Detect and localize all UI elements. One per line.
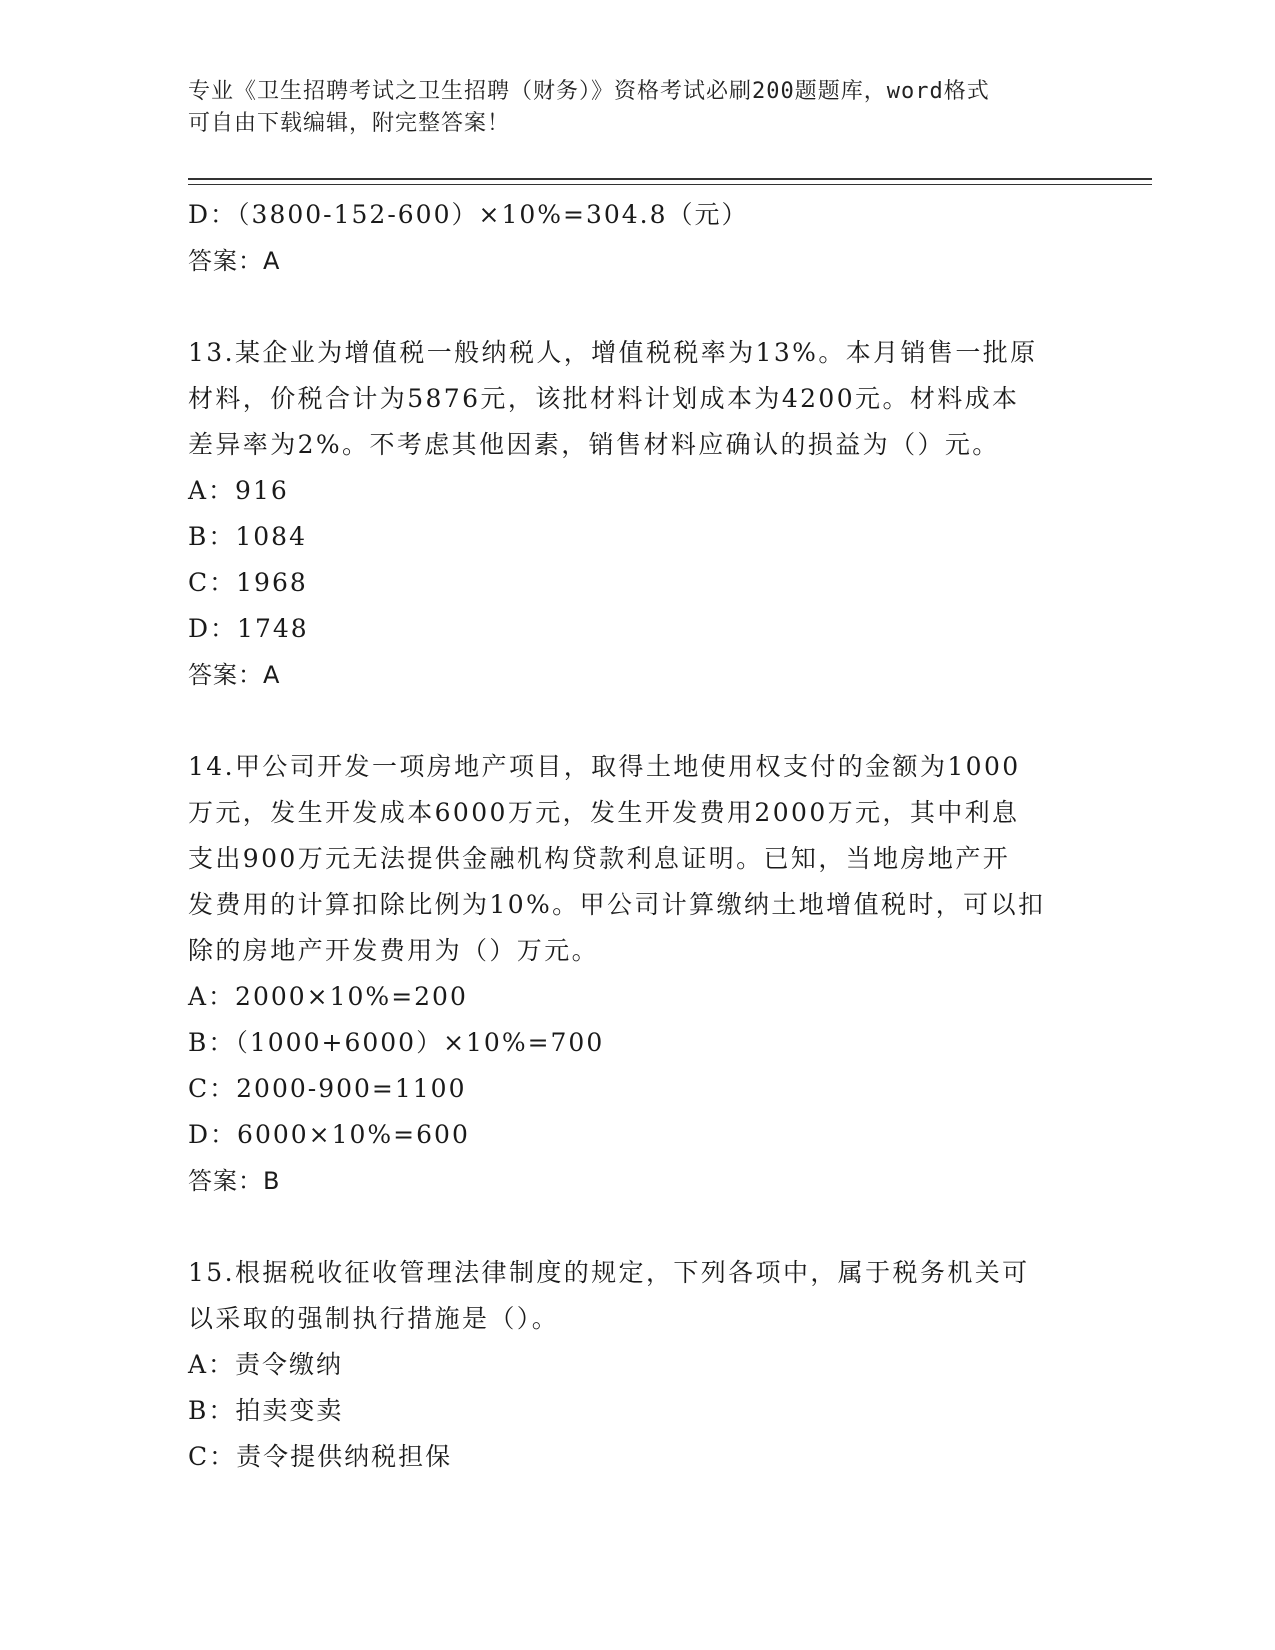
option-b: B：（1000+6000）×10%=700 — [188, 1028, 605, 1057]
question-stem-line: 支出900万元无法提供金融机构贷款利息证明。已知，当地房地产开 — [188, 844, 1011, 873]
header-title-line-2: 可自由下载编辑，附完整答案！ — [188, 111, 511, 136]
header-divider-thin — [188, 184, 1152, 185]
page-header — [188, 76, 1068, 140]
option-a: A：责令缴纳 — [188, 1350, 344, 1379]
question-stem-line: 万元，发生开发成本6000万元，发生开发费用2000万元，其中利息 — [188, 798, 1020, 827]
question-stem-line: 13.某企业为增值税一般纳税人，增值税税率为13%。本月销售一批原 — [188, 338, 1038, 367]
question-stem-line: 差异率为2%。不考虑其他因素，销售材料应确认的损益为（）元。 — [188, 430, 1000, 459]
question-stem-line: 材料，价税合计为5876元，该批材料计划成本为4200元。材料成本 — [188, 384, 1020, 413]
question-stem-line: 15.根据税收征收管理法律制度的规定，下列各项中，属于税务机关可 — [188, 1258, 1030, 1287]
option-a: A：916 — [188, 476, 289, 505]
question-stem-line: 14.甲公司开发一项房地产项目，取得土地使用权支付的金额为1000 — [188, 752, 1021, 781]
prev-answer: 答案：A — [188, 247, 281, 275]
spacer — [188, 698, 1088, 744]
question-stem-line: 以采取的强制执行措施是（）。 — [188, 1304, 560, 1333]
option-d: D：1748 — [188, 614, 309, 643]
answer: 答案：A — [188, 661, 281, 689]
option-c: C：1968 — [188, 568, 308, 597]
question-13 — [188, 330, 1088, 698]
header-title-line-1: 专业《卫生招聘考试之卫生招聘（财务）》资格考试必刷200题题库，word格式 — [188, 79, 990, 104]
question-15 — [188, 1250, 1088, 1480]
option-c: C：责令提供纳税担保 — [188, 1442, 453, 1471]
document-body — [188, 192, 1088, 1480]
prev-option-d: D：（3800-152-600）×10%=304.8（元） — [188, 200, 749, 229]
option-d: D：6000×10%=600 — [188, 1120, 470, 1149]
spacer — [188, 1204, 1088, 1250]
spacer — [188, 284, 1088, 330]
answer: 答案：B — [188, 1167, 281, 1195]
option-b: B：拍卖变卖 — [188, 1396, 344, 1425]
question-14 — [188, 744, 1088, 1204]
question-stem-line: 除的房地产开发费用为（）万元。 — [188, 936, 600, 965]
header-divider-thick — [188, 178, 1152, 180]
option-b: B：1084 — [188, 522, 307, 551]
question-stem-line: 发费用的计算扣除比例为10%。甲公司计算缴纳土地增值税时，可以扣 — [188, 890, 1046, 919]
option-c: C：2000-900=1100 — [188, 1074, 467, 1103]
option-a: A：2000×10%=200 — [188, 982, 468, 1011]
